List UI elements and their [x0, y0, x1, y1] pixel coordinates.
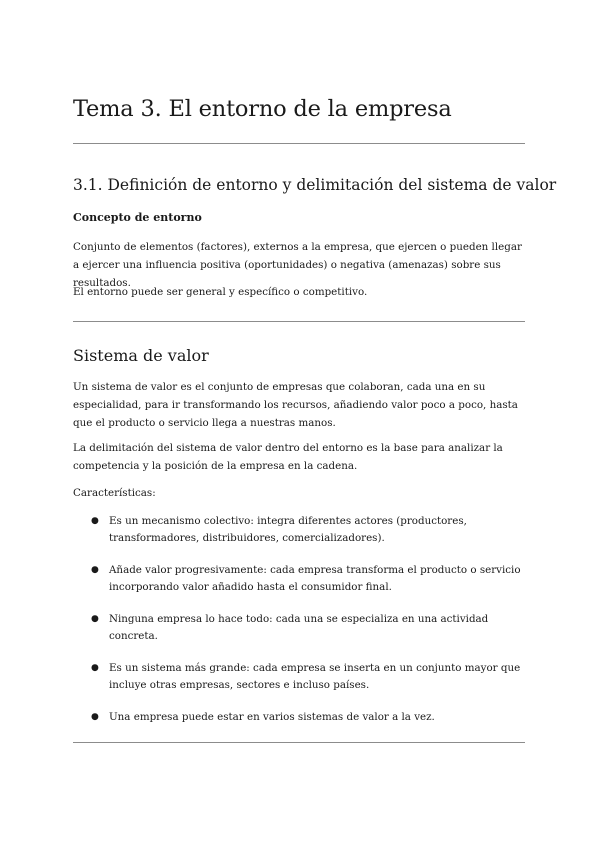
bullet-icon: ●: [91, 516, 99, 526]
bullet-icon: ●: [91, 614, 99, 624]
list-item: [73, 611, 525, 644]
list-item: [73, 513, 525, 546]
divider: [73, 742, 525, 743]
document-title: Tema 3. El entorno de la empresa: [73, 96, 452, 122]
bullet-icon: ●: [91, 565, 99, 575]
section-1-subheading: Concepto de entorno: [73, 211, 202, 224]
section-1-paragraph-1: Conjunto de elementos (factores), externos a la empresa, que ejercen o pueden llegar a ejercer una influencia positiva (oportunidades) o negativa (amenazas) sobre sus resultados.: [73, 241, 522, 289]
list-item-text: Es un sistema más grande: cada empresa se inserta en un conjunto mayor que incluye otras empresas, sectores e incluso países.: [109, 662, 521, 691]
list-item: [73, 660, 525, 693]
divider: [73, 321, 525, 322]
list-item-text: Añade valor progresivamente: cada empresa transforma el producto o servicio incorporando valor añadido hasta el consumidor final.: [109, 564, 521, 593]
section-2-heading: Sistema de valor: [73, 346, 209, 365]
list-item-text: Ninguna empresa lo hace todo: cada una se especializa en una actividad concreta.: [109, 613, 489, 642]
section-2-paragraph-1: Un sistema de valor es el conjunto de empresas que colaboran, cada una en su especialidad, para ir transformando los recursos, añadiendo valor poco a poco, hasta que el producto o servicio llega a nuestras manos.: [73, 381, 518, 429]
characteristics-list: [73, 513, 525, 742]
list-item-text: Es un mecanismo colectivo: integra diferentes actores (productores, transformadores, distribuidores, comercializadores).: [109, 515, 467, 544]
section-1-heading: 3.1. Definición de entorno y delimitación del sistema de valor: [73, 176, 557, 194]
list-item: [73, 562, 525, 595]
list-item: [73, 709, 525, 726]
bullet-icon: ●: [91, 663, 99, 673]
section-2-paragraph-2: La delimitación del sistema de valor dentro del entorno es la base para analizar la competencia y la posición de la empresa en la cadena.: [73, 442, 503, 472]
list-item-text: Una empresa puede estar en varios sistemas de valor a la vez.: [109, 711, 435, 723]
characteristics-label: Características:: [73, 487, 156, 499]
section-1-paragraph-2: El entorno puede ser general y específico o competitivo.: [73, 286, 368, 298]
divider: [73, 143, 525, 144]
bullet-icon: ●: [91, 712, 99, 722]
